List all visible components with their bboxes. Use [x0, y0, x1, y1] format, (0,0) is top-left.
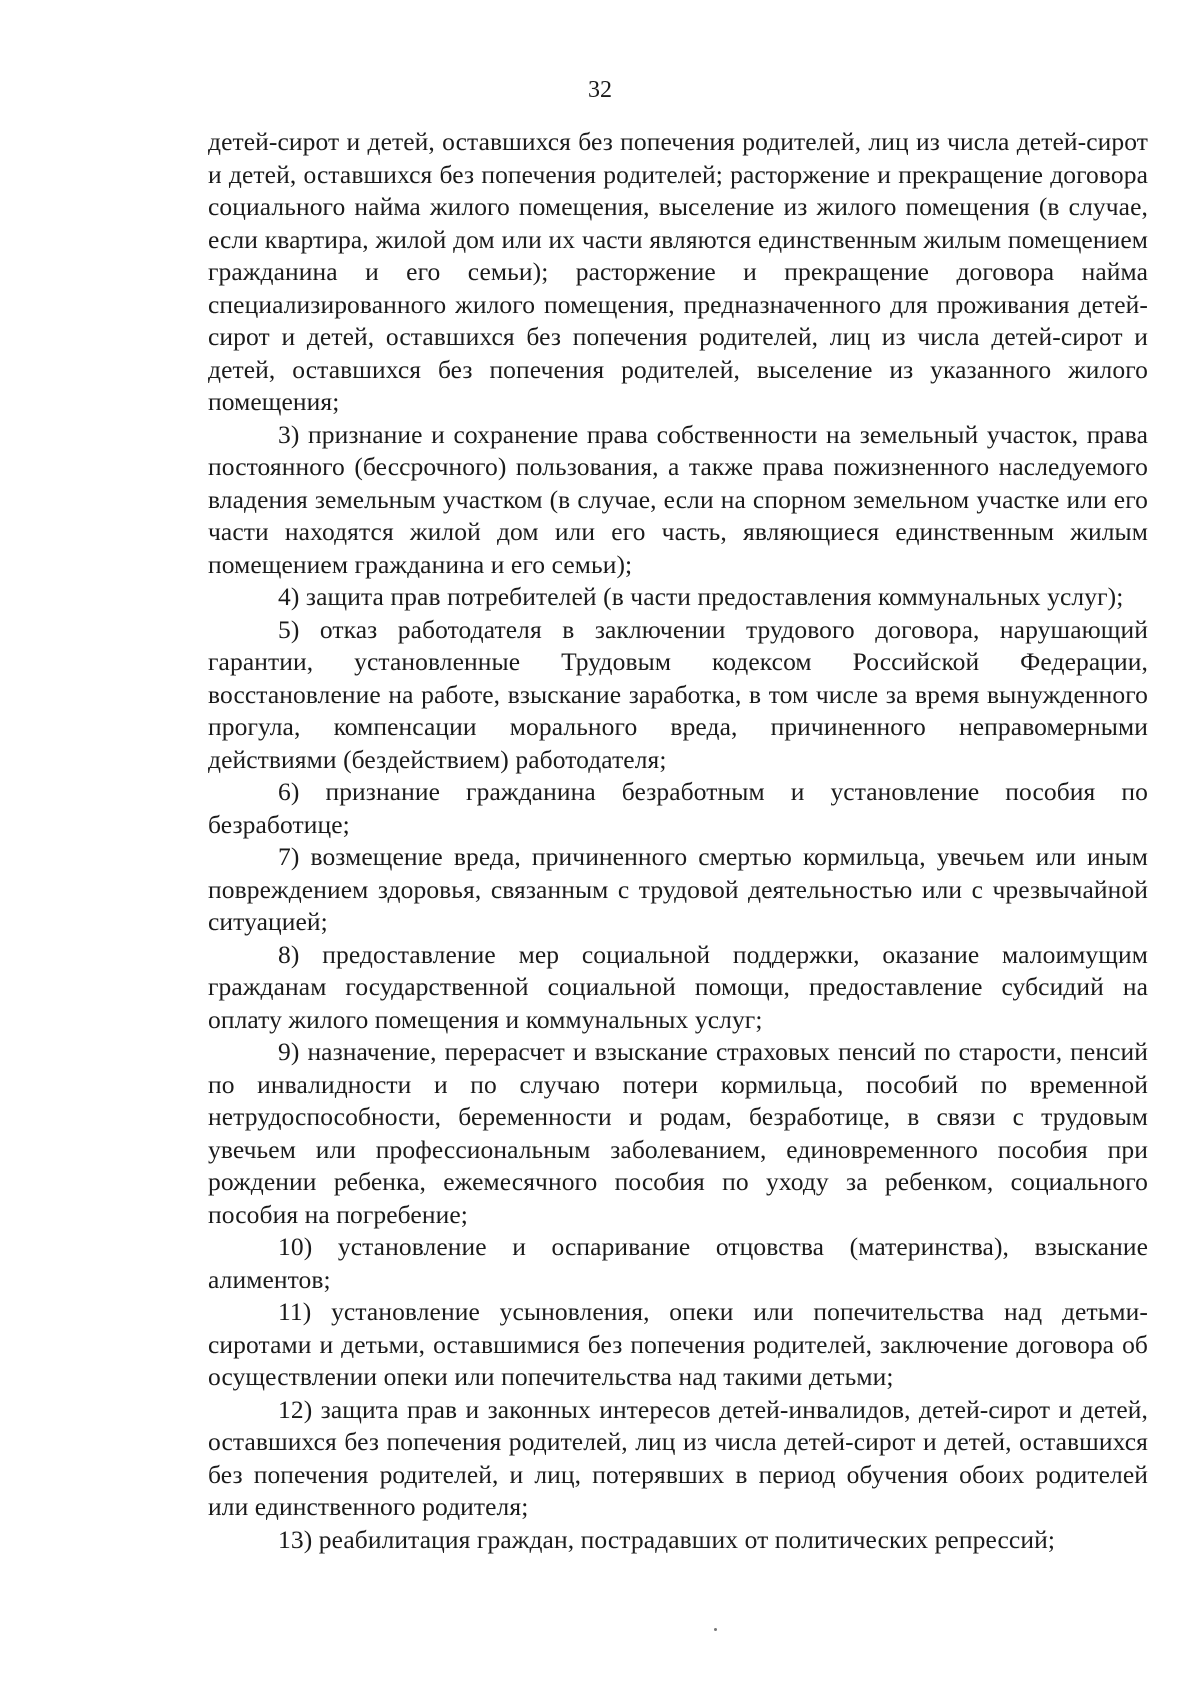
- document-body: [208, 126, 1148, 1556]
- list-item-7: 7) возмещение вреда, причиненного смертью кормильца, увечьем или иным повреждением здоровья, связанным с трудовой деятельностью или с чрезвычайной ситуацией;: [208, 842, 1148, 936]
- list-item-8: 8) предоставление мер социальной поддержки, оказание малоимущим гражданам государственной социальной помощи, предоставление субсидий на оплату жилого помещения и коммунальных услуг;: [208, 939, 1148, 1034]
- list-item-6: 6) признание гражданина безработным и установление пособия по безработице;: [208, 777, 1148, 839]
- scan-speck: [714, 1628, 717, 1631]
- paragraph-continuation: детей-сирот и детей, оставшихся без попечения родителей, лиц из числа детей-сирот и детей, оставшихся без попечения родителей; расторжение и прекращение договора социального найма жилого помещения, выселение из жилого помещения (в случае, если квартира, жилой дом или их части являются единственным жилым помещением гражданина и его семьи); расторжение и прекращение договора найма специализированного жилого помещения, предназначенного для проживания детей-сирот и детей, оставшихся без попечения родителей, лиц из числа детей-сирот и детей, оставшихся без попечения родителей, выселение из указанного жилого помещения;: [208, 127, 1148, 416]
- list-item-3: 3) признание и сохранение права собственности на земельный участок, права постоянного (бессрочного) пользования, а также права пожизненного наследуемого владения земельным участком (в случае, если на спорном земельном участке или его части находятся жилой дом или его часть, являющиеся единственным жилым помещением гражданина и его семьи);: [208, 419, 1148, 579]
- page-number: 32: [588, 77, 612, 103]
- list-item-10: 10) установление и оспаривание отцовства (материнства), взыскание алиментов;: [208, 1232, 1148, 1294]
- list-item-4: 4) защита прав потребителей (в части предоставления коммунальных услуг);: [278, 582, 1124, 611]
- list-item-12: 12) защита прав и законных интересов детей-инвалидов, детей-сирот и детей, оставшихся без попечения родителей, лиц из числа детей-сирот и детей, оставшихся без попечения родителей, и лиц, потерявших в период обучения обоих родителей или единственного родителя;: [208, 1394, 1148, 1521]
- list-item-9: 9) назначение, перерасчет и взыскание страховых пенсий по старости, пенсий по инвалидности и по случаю потери кормильца, пособий по временной нетрудоспособности, беременности и родам, безработице, в связи с трудовым увечьем или профессиональным заболеванием, единовременного пособия при рождении ребенка, ежемесячного пособия по уходу за ребенком, социального пособия на погребение;: [208, 1037, 1148, 1229]
- list-item-5: 5) отказ работодателя в заключении трудового договора, нарушающий гарантии, установленные Трудовым кодексом Российской Федерации, восстановление на работе, взыскание заработка, в том числе за время вынужденного прогула, компенсации морального вреда, причиненного неправомерными действиями (бездействием) работодателя;: [208, 614, 1148, 774]
- list-item-13: 13) реабилитация граждан, пострадавших от политических репрессий;: [278, 1524, 1056, 1554]
- list-item-11: 11) установление усыновления, опеки или попечительства над детьми-сиротами и детьми, оставшимися без попечения родителей, заключение договора об осуществлении опеки или попечительства над такими детьми;: [208, 1297, 1148, 1391]
